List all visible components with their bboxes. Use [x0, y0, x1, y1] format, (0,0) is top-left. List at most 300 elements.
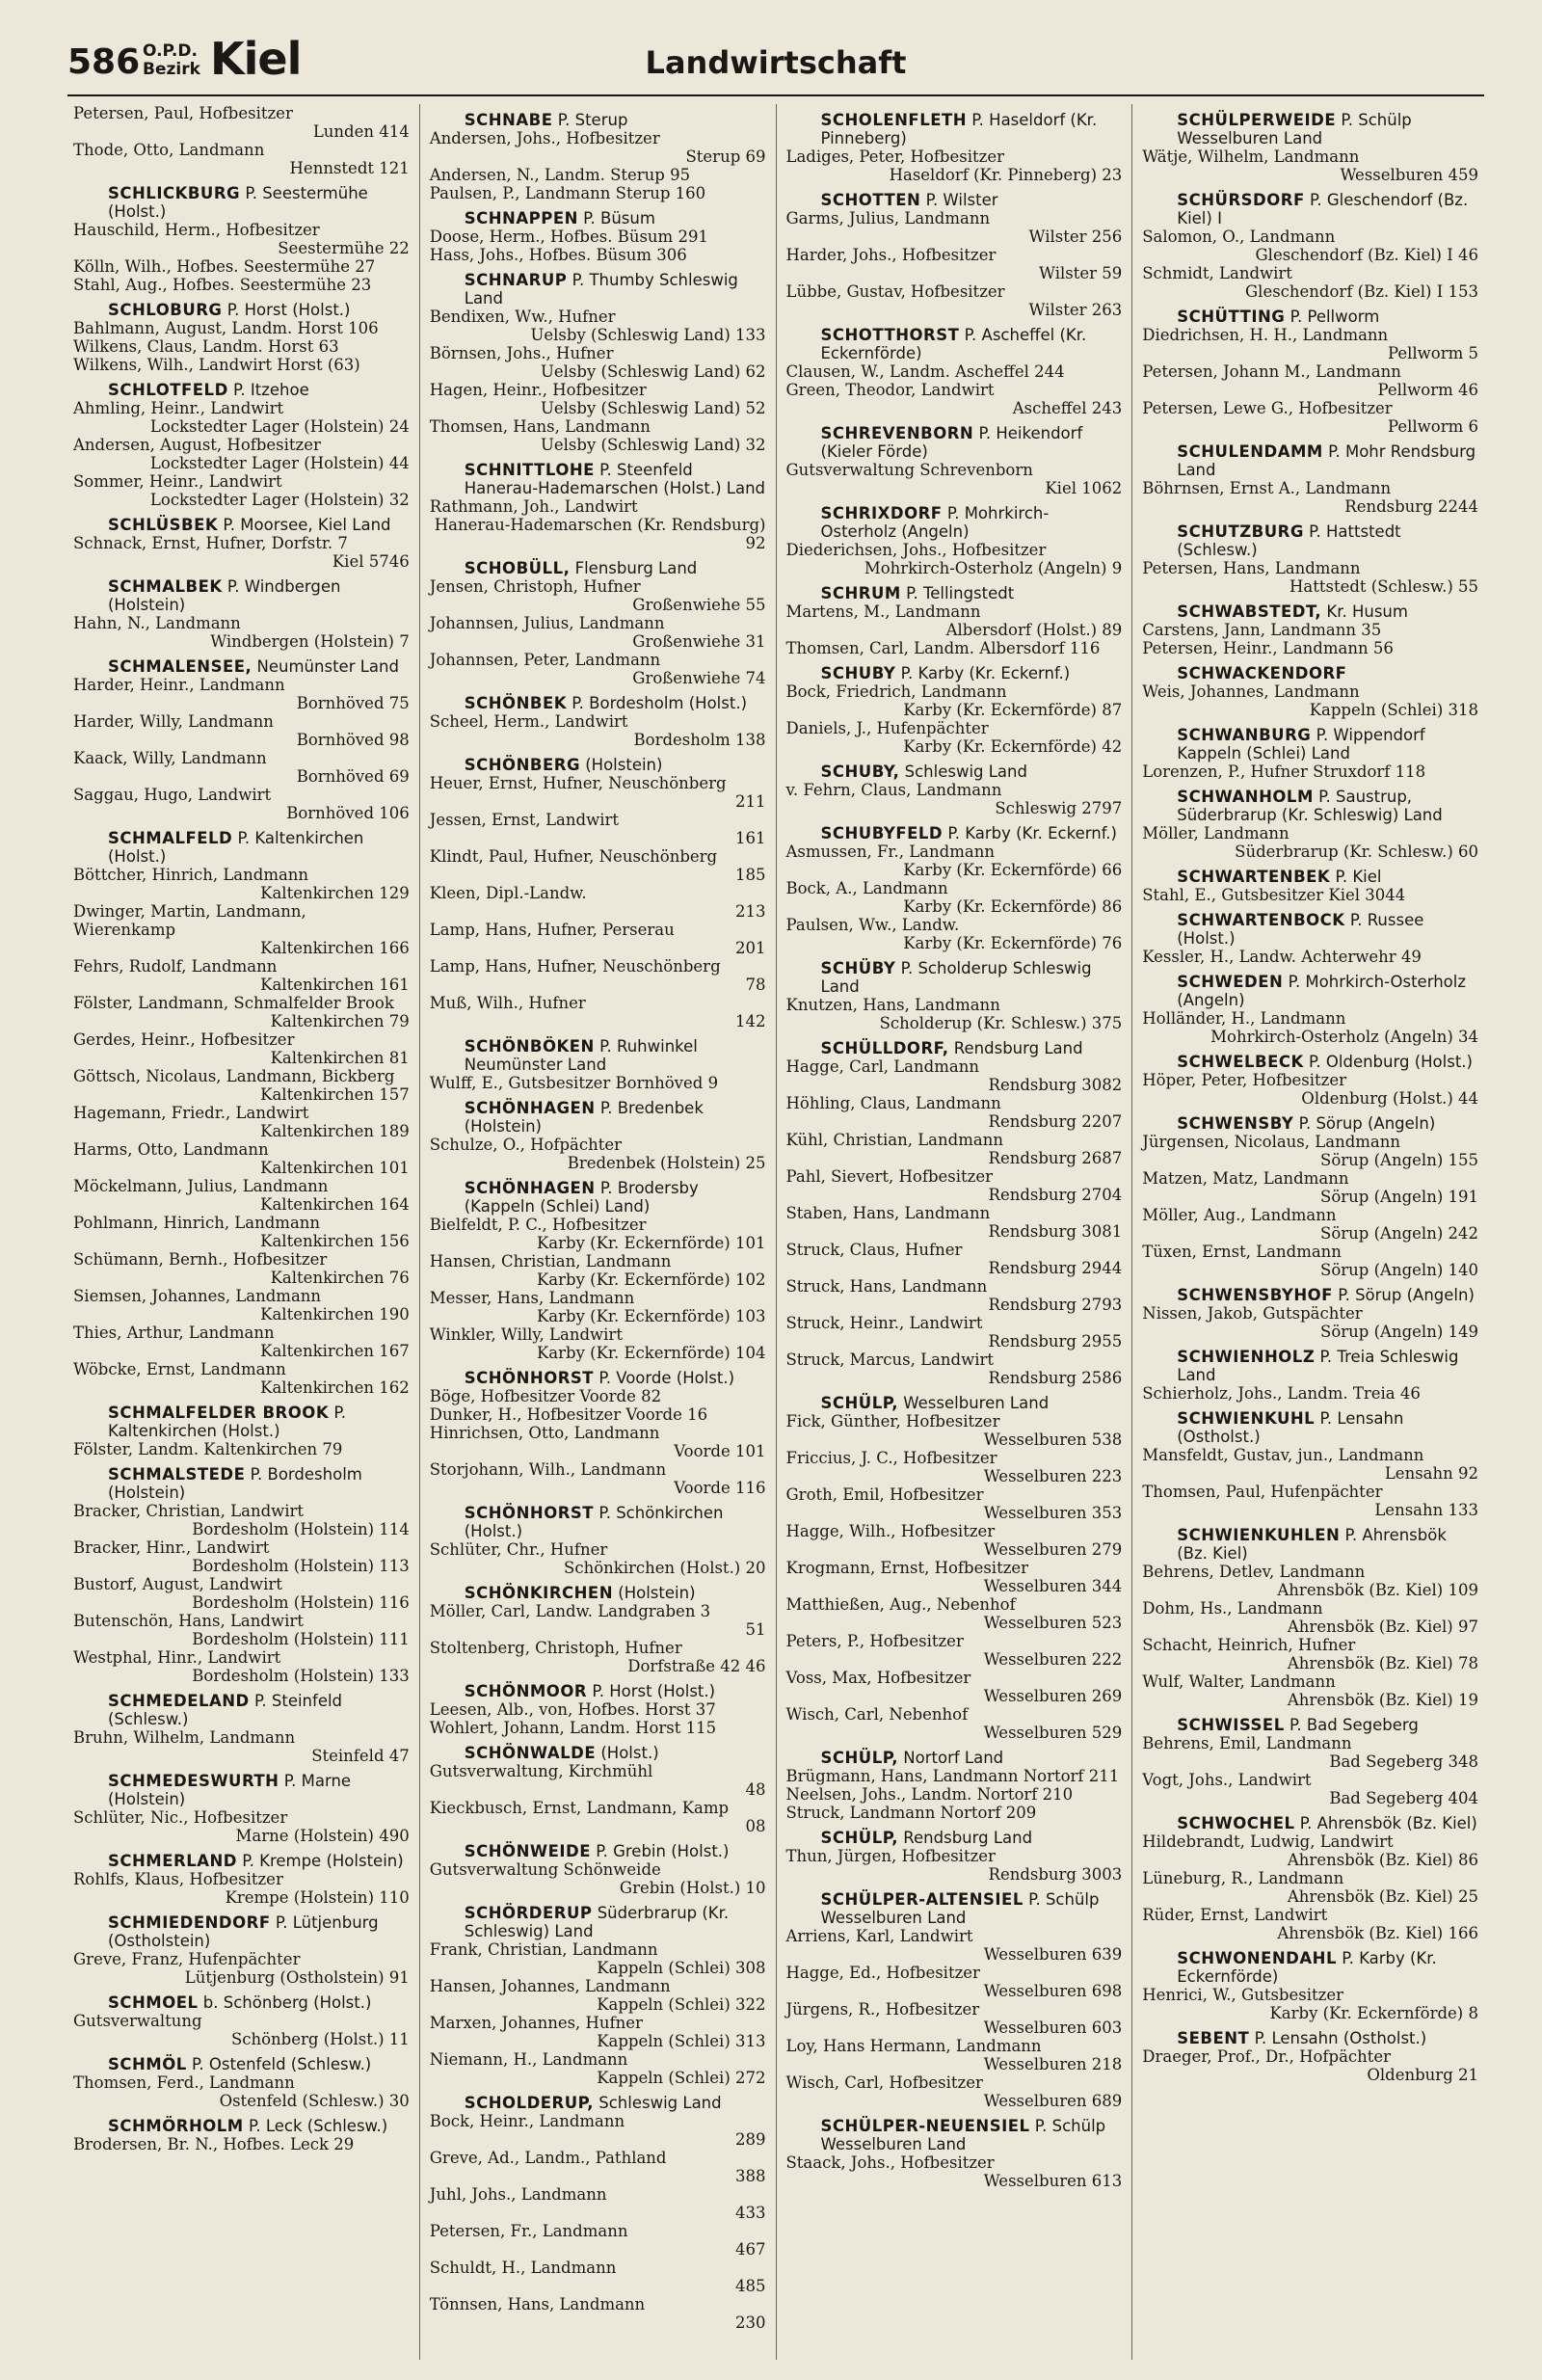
place-name: SCHRIXDORF	[820, 504, 943, 522]
place-heading	[1142, 1526, 1478, 1563]
place-postal: Neumünster Land	[256, 657, 399, 676]
place-postal: P. Horst (Holst.)	[592, 1682, 716, 1700]
entry-name: Pohlmann, Hinrich, Landmann	[73, 1214, 321, 1232]
place-heading	[430, 271, 766, 308]
place-name: SCHNABE	[464, 111, 553, 129]
place-heading	[786, 191, 1123, 209]
entry-location: 213	[735, 902, 766, 921]
entry-location: Kaltenkirchen 166	[260, 939, 410, 957]
directory-entry	[786, 602, 1123, 639]
place-name: SCHWELBECK	[1177, 1053, 1304, 1071]
directory-entry	[73, 472, 410, 509]
entry-location: Bordesholm (Holstein) 113	[192, 1557, 410, 1575]
directory-entry	[786, 1705, 1123, 1742]
entry-location: Wesselburen 223	[983, 1467, 1123, 1485]
entry-location: Wesselburen 353	[983, 1504, 1123, 1522]
directory-entry	[430, 2050, 766, 2087]
entry-name: Green, Theodor, Landwirt	[785, 381, 995, 399]
place-postal: Wesselburen Land	[903, 1394, 1050, 1412]
place-heading	[786, 959, 1123, 996]
place-postal: P. Lensahn (Ostholst.)	[1177, 1409, 1404, 1446]
directory-entry	[430, 1216, 766, 1252]
entry-location: Scholderup (Kr. Schlesw.) 375	[879, 1014, 1123, 1032]
entry-location: Wesselburen 269	[983, 1687, 1123, 1705]
entry-location: 230	[735, 2313, 766, 2332]
place-name: SCHÜLPER-NEUENSIEL	[820, 2117, 1030, 2135]
entry-name: Möller, Aug., Landmann	[1142, 1206, 1337, 1224]
place-name: SCHLOBURG	[108, 301, 223, 319]
entry-name: Kleen, Dipl.-Landw.	[429, 884, 587, 902]
place-heading	[1142, 1286, 1478, 1304]
place-name: SCHOLENFLETH	[820, 111, 968, 129]
entry-name: Scheel, Herm., Landwirt	[429, 712, 628, 731]
directory-entry	[786, 1767, 1123, 1785]
directory-entry	[1142, 1009, 1478, 1046]
entry-location: 467	[735, 2240, 766, 2259]
place-postal: P. Karby (Kr. Eckernförde)	[1177, 1949, 1437, 1986]
directory-entry	[786, 1559, 1123, 1595]
entry-location: Karby (Kr. Eckernförde) 42	[903, 737, 1123, 756]
place-heading	[1142, 911, 1478, 948]
entry-name: Frank, Christian, Landmann	[429, 1940, 658, 1959]
entry-location: Kaltenkirchen 101	[260, 1159, 410, 1177]
place-postal: P. Schülp Wesselburen Land	[1177, 111, 1412, 147]
place-postal: P. Thumby Schleswig Land	[464, 271, 738, 308]
entry-location: Bordesholm (Holstein) 116	[192, 1593, 410, 1612]
place-heading	[73, 1692, 410, 1728]
directory-entry	[430, 1719, 766, 1737]
place-name: SCHWOCHEL	[1177, 1814, 1295, 1832]
place-heading	[73, 1772, 410, 1808]
entry-name: Kessler, H., Landw. Achterwehr 49	[1142, 948, 1422, 966]
entry-name: Doose, Herm., Hofbes. Büsum 291	[429, 227, 708, 246]
directory-entry	[786, 1632, 1123, 1669]
entry-location: Wesselburen 603	[983, 2019, 1123, 2037]
place-name: SCHÜLP,	[820, 1749, 899, 1767]
directory-entry	[786, 1595, 1123, 1632]
entry-name: Hahn, N., Landmann	[73, 614, 241, 632]
directory-entry	[1142, 1906, 1478, 1942]
directory-entry	[73, 1067, 410, 1104]
entry-location: Kappeln (Schlei) 313	[597, 2032, 766, 2050]
directory-entry	[786, 1522, 1123, 1559]
directory-entry	[786, 1057, 1123, 1094]
place-postal: P. Schönkirchen (Holst.)	[464, 1504, 724, 1540]
directory-entry	[73, 712, 410, 749]
entry-name: Gutsverwaltung Schönweide	[429, 1860, 661, 1879]
entry-name: Behrens, Emil, Landmann	[1142, 1734, 1352, 1752]
directory-entry	[430, 1860, 766, 1897]
directory-entry	[786, 282, 1123, 319]
entry-name: Wätje, Wilhelm, Landmann	[1142, 147, 1360, 166]
directory-entry	[430, 712, 766, 749]
place-heading	[430, 1584, 766, 1602]
directory-entry	[786, 1964, 1123, 2000]
entry-name: Hagge, Wilh., Hofbesitzer	[785, 1522, 996, 1540]
entry-name: Böhrnsen, Ernst A., Landmann	[1142, 479, 1392, 497]
entry-name: Staben, Hans, Landmann	[785, 1204, 991, 1222]
place-postal: P. Pellworm	[1289, 308, 1380, 326]
entry-location: Gleschendorf (Bz. Kiel) I 46	[1255, 246, 1478, 264]
entry-name: Fölster, Landm. Kaltenkirchen 79	[73, 1440, 343, 1458]
column-3	[777, 104, 1133, 2360]
directory-entry	[786, 1804, 1123, 1822]
entry-name: Paulsen, P., Landmann Sterup 160	[429, 184, 706, 202]
place-name: SCHÜLPERWEIDE	[1177, 111, 1337, 129]
entry-name: Jessen, Ernst, Landwirt	[429, 811, 619, 829]
entry-name: Hansen, Johannes, Landmann	[429, 1977, 671, 1995]
entry-name: Klindt, Paul, Hufner, Neuschönberg	[429, 847, 718, 866]
entry-name: Holländer, H., Landmann	[1142, 1009, 1346, 1028]
entry-name: Gutsverwaltung	[73, 2012, 202, 2030]
entry-name: Bustorf, August, Landwirt	[73, 1575, 282, 1593]
entry-location: Mohrkirch-Osterholz (Angeln) 34	[1210, 1028, 1478, 1046]
entry-name: Börnsen, Johs., Hufner	[429, 344, 614, 362]
section-title: Landwirtschaft	[645, 44, 907, 81]
place-name: SCHWARTENBOCK	[1177, 911, 1345, 929]
entry-location: Wilster 263	[1028, 301, 1123, 319]
place-name: SCHMIEDENDORF	[108, 1913, 271, 1932]
place-postal: Kr. Husum	[1326, 602, 1408, 621]
entry-name: Winkler, Willy, Landwirt	[429, 1325, 623, 1344]
directory-entry	[786, 781, 1123, 817]
place-heading	[786, 1039, 1123, 1057]
place-postal: P. Scholderup Schleswig Land	[820, 959, 1092, 996]
entry-location: Lockstedter Lager (Holstein) 32	[149, 491, 410, 509]
entry-name: Petersen, Lewe G., Hofbesitzer	[1142, 399, 1393, 417]
directory-entry	[1142, 1563, 1478, 1599]
directory-entry	[73, 1728, 410, 1765]
entry-location: Sörup (Angeln) 155	[1320, 1151, 1478, 1169]
directory-entry	[1142, 762, 1478, 781]
place-postal: P. Seestermühe (Holst.)	[108, 184, 368, 221]
place-postal: P. Kiel	[1335, 868, 1382, 886]
entry-location: Bordesholm (Holstein) 114	[192, 1520, 410, 1538]
entry-name: Jürgensen, Nicolaus, Landmann	[1142, 1133, 1400, 1151]
place-heading	[430, 694, 766, 712]
place-name: SCHÖNBEK	[464, 694, 568, 712]
entry-name: Möller, Landmann	[1142, 824, 1289, 842]
place-name: SCHWANHOLM	[1177, 788, 1314, 806]
entry-name: Thun, Jürgen, Hofbesitzer	[785, 1847, 996, 1865]
entry-location: Uelsby (Schleswig Land) 52	[540, 399, 766, 417]
entry-name: Weis, Johannes, Landmann	[1142, 682, 1360, 701]
entry-name: Böge, Hofbesitzer Voorde 82	[429, 1387, 662, 1405]
place-name: SCHWIENKUHLEN	[1177, 1526, 1341, 1544]
directory-entry	[73, 994, 410, 1030]
directory-entry	[1142, 227, 1478, 264]
place-heading	[1142, 602, 1478, 621]
entry-location: 211	[735, 792, 766, 811]
directory-entry	[430, 577, 766, 614]
entry-name: Jürgens, R., Hofbesitzer	[785, 2000, 980, 2019]
entry-name: Schlüter, Nic., Hofbesitzer	[73, 1808, 288, 1827]
entry-name: Harder, Heinr., Landmann	[73, 676, 285, 694]
entry-location: Rendsburg 3082	[988, 1076, 1123, 1094]
directory-entry	[73, 1287, 410, 1324]
place-postal: P. Bredenbek (Holstein)	[464, 1099, 704, 1136]
directory-entry	[786, 1131, 1123, 1167]
place-postal: P. Haseldorf (Kr. Pinneberg)	[820, 111, 1098, 147]
directory-entry	[786, 2000, 1123, 2037]
directory-entry	[73, 676, 410, 712]
place-heading	[1142, 1409, 1478, 1446]
opd-abbrev: O.P.D.	[143, 41, 198, 61]
place-postal: P. Ahrensbök (Bz. Kiel)	[1177, 1526, 1447, 1563]
place-heading	[430, 1904, 766, 1940]
place-heading	[1142, 1114, 1478, 1133]
entry-name: Stahl, E., Gutsbesitzer Kiel 3044	[1142, 886, 1406, 904]
place-postal: P. Bordesholm (Holst.)	[572, 694, 748, 712]
entry-name: Loy, Hans Hermann, Landmann	[785, 2037, 1042, 2055]
directory-entry	[430, 129, 766, 166]
entry-location: Bornhöved 75	[296, 694, 410, 712]
place-name: SCHMEDESWURTH	[108, 1772, 279, 1790]
entry-name: Daniels, J., Hufenpächter	[785, 719, 989, 737]
directory-entry	[73, 1140, 410, 1177]
place-postal: b. Schönberg (Holst.)	[202, 1993, 372, 2012]
entry-name: Salomon, O., Landmann	[1142, 227, 1336, 246]
entry-location: Großenwiehe 74	[632, 669, 766, 687]
entry-name: Stoltenberg, Christoph, Hufner	[429, 1639, 682, 1657]
directory-entry	[786, 682, 1123, 719]
directory-entry	[430, 2259, 766, 2295]
entry-name: Wilkens, Wilh., Landwirt Horst (63)	[73, 356, 360, 374]
entry-name: Knutzen, Hans, Landmann	[785, 996, 1000, 1014]
entry-name: Lübbe, Gustav, Hofbesitzer	[785, 282, 1005, 301]
entry-name: Bock, Heinr., Landmann	[429, 2112, 625, 2130]
entry-name: Kieckbusch, Ernst, Landmann, Kamp	[429, 1799, 730, 1817]
entry-location: Lockstedter Lager (Holstein) 44	[149, 454, 410, 472]
place-postal: P. Wippendorf Kappeln (Schlei) Land	[1177, 726, 1425, 762]
entry-location: Karby (Kr. Eckernförde) 76	[903, 934, 1123, 952]
place-name: SCHMALENSEE,	[108, 657, 253, 676]
directory-entry	[73, 1648, 410, 1685]
place-heading	[430, 1369, 766, 1387]
place-heading	[1142, 308, 1478, 326]
directory-entry	[430, 2295, 766, 2332]
place-name: SCHNITTLOHE	[464, 461, 595, 479]
entry-location: Wesselburen 222	[983, 1650, 1123, 1669]
directory-entry	[1142, 1599, 1478, 1636]
entry-location: Rendsburg 3003	[988, 1865, 1123, 1884]
place-name: SCHMÖL	[108, 2055, 187, 2073]
directory-entry	[1142, 682, 1478, 719]
place-postal: P. Leck (Schlesw.)	[248, 2117, 388, 2135]
entry-location: Gleschendorf (Bz. Kiel) I 153	[1244, 282, 1478, 301]
place-name: SCHOBÜLL,	[464, 559, 571, 577]
place-postal: P. Karby (Kr. Eckernf.)	[947, 824, 1117, 842]
entry-name: Wisch, Carl, Nebenhof	[785, 1705, 969, 1724]
directory-entry	[430, 1799, 766, 1835]
bezirk-label: Bezirk	[143, 60, 200, 79]
directory-entry	[430, 2149, 766, 2185]
directory-entry	[1142, 1734, 1478, 1771]
entry-name: Thomsen, Ferd., Landmann	[73, 2073, 295, 2092]
place-postal: P. Schülp Wesselburen Land	[820, 1890, 1100, 1927]
entry-location: Albersdorf (Holst.) 89	[945, 621, 1123, 639]
directory-entry	[786, 362, 1123, 381]
directory-entry	[73, 1808, 410, 1845]
entry-location: Uelsby (Schleswig Land) 133	[530, 326, 766, 344]
entry-name: Kaack, Willy, Landmann	[73, 749, 267, 767]
entry-name: Möckelmann, Julius, Landmann	[73, 1177, 329, 1195]
entry-location: Wesselburen 344	[983, 1577, 1123, 1595]
entry-location: Pellworm 6	[1387, 417, 1478, 436]
directory-entry	[430, 1940, 766, 1977]
place-postal: P. Sörup (Angeln)	[1298, 1114, 1436, 1133]
entry-name: Gutsverwaltung Schrevenborn	[785, 461, 1033, 479]
directory-entry	[430, 921, 766, 957]
entry-name: Struck, Marcus, Landwirt	[785, 1350, 995, 1369]
place-name: SCHMALBEK	[108, 577, 223, 596]
place-postal: P. Lensahn (Ostholst.)	[1254, 2029, 1427, 2047]
column-1	[64, 104, 420, 2360]
entry-name: Jensen, Christoph, Hufner	[429, 577, 641, 596]
place-heading	[786, 664, 1123, 682]
entry-location: Krempe (Holstein) 110	[225, 1888, 410, 1907]
directory-entry	[1142, 621, 1478, 639]
entry-name: Paulsen, Ww., Landw.	[785, 916, 960, 934]
entry-location: Rendsburg 2793	[988, 1296, 1123, 1314]
entry-name: Garms, Julius, Landmann	[785, 209, 991, 227]
entry-name: Peters, P., Hofbesitzer	[785, 1632, 964, 1650]
directory-entry	[430, 994, 766, 1030]
place-postal: Schleswig Land	[904, 762, 1027, 781]
place-heading	[786, 1829, 1123, 1847]
entry-name: Saggau, Hugo, Landwirt	[73, 786, 272, 804]
entry-name: Struck, Hans, Landmann	[785, 1277, 988, 1296]
entry-name: Struck, Claus, Hufner	[785, 1241, 963, 1259]
place-postal: P. Büsum	[583, 209, 655, 227]
directory-entry	[786, 1847, 1123, 1884]
entry-name: Harms, Otto, Landmann	[73, 1140, 269, 1159]
place-postal: P. Ostenfeld (Schlesw.)	[192, 2055, 372, 2073]
directory-entry	[73, 1104, 410, 1140]
place-heading	[73, 1404, 410, 1440]
place-postal: P. Treia Schleswig Land	[1177, 1348, 1459, 1384]
directory-entry	[430, 1405, 766, 1424]
directory-entry	[73, 2073, 410, 2110]
place-postal: P. Windbergen (Holstein)	[108, 577, 341, 614]
place-postal: P. Krempe (Holstein)	[242, 1852, 404, 1870]
directory-entry	[430, 497, 766, 552]
entry-name: Krogmann, Ernst, Hofbesitzer	[785, 1559, 1029, 1577]
directory-entry	[786, 1412, 1123, 1449]
entry-name: Butenschön, Hans, Landwirt	[73, 1612, 304, 1630]
entry-name: Martens, M., Landmann	[785, 602, 981, 621]
entry-name: Bracker, Christian, Landwirt	[73, 1502, 305, 1520]
entry-name: Marxen, Johannes, Hufner	[429, 2014, 643, 2032]
directory-entry	[73, 1440, 410, 1458]
place-postal: P. Mohr Rendsburg Land	[1177, 442, 1476, 479]
directory-entry	[430, 651, 766, 687]
entry-location: Karby (Kr. Eckernförde) 8	[1269, 2004, 1478, 2022]
entry-name: Bock, A., Landmann	[785, 879, 948, 897]
entry-name: Petersen, Fr., Landmann	[429, 2222, 628, 2240]
entry-location: Hattstedt (Schlesw.) 55	[1289, 577, 1478, 596]
entry-name: Lamp, Hans, Hufner, Neuschönberg	[429, 957, 721, 976]
place-name: SCHWISSEL	[1177, 1716, 1285, 1734]
entry-location: Uelsby (Schleswig Land) 62	[540, 362, 766, 381]
entry-name: Petersen, Paul, Hofbesitzer	[73, 104, 293, 122]
directory-entry	[73, 957, 410, 994]
directory-entry	[430, 417, 766, 454]
place-postal: P. Russee (Holst.)	[1177, 911, 1424, 948]
entry-location: 433	[735, 2204, 766, 2222]
entry-name: Böttcher, Hinrich, Landmann	[73, 866, 309, 884]
entry-name: Johannsen, Peter, Landmann	[429, 651, 661, 669]
directory-entry	[1142, 1832, 1478, 1869]
directory-entry	[786, 1204, 1123, 1241]
directory-entry	[1142, 1071, 1478, 1108]
entry-location: Kappeln (Schlei) 272	[597, 2069, 766, 2087]
place-heading	[430, 111, 766, 129]
entry-name: Andersen, Johs., Hofbesitzer	[429, 129, 660, 147]
place-name: SCHÖNMOOR	[464, 1682, 588, 1700]
entry-location: Süderbrarup (Kr. Schlesw.) 60	[1235, 842, 1478, 861]
place-name: SCHMALSTEDE	[108, 1465, 246, 1484]
entry-name: Fehrs, Rudolf, Landmann	[73, 957, 278, 976]
directory-entry	[430, 1762, 766, 1799]
entry-name: Sommer, Heinr., Landwirt	[73, 472, 282, 491]
place-postal: P. Ruhwinkel Neumünster Land	[464, 1037, 698, 1074]
entry-name: Hass, Johs., Hofbes. Büsum 306	[429, 246, 687, 264]
entry-name: Stahl, Aug., Hofbes. Seestermühe 23	[73, 276, 372, 294]
entry-location: Rendsburg 2244	[1344, 497, 1478, 516]
entry-name: Ahmling, Heinr., Landwirt	[73, 399, 284, 417]
directory-entry	[73, 1030, 410, 1067]
place-postal: P. Hattstedt (Schlesw.)	[1177, 522, 1401, 559]
directory-entry	[786, 2037, 1123, 2073]
entry-location: Kaltenkirchen 161	[260, 976, 410, 994]
place-heading	[430, 756, 766, 774]
entry-location: Wesselburen 698	[983, 1982, 1123, 2000]
entry-location: Bordesholm 138	[633, 731, 766, 749]
entry-name: Schlüter, Chr., Hufner	[429, 1540, 608, 1559]
place-name: SEBENT	[1177, 2029, 1250, 2047]
entry-name: Thomsen, Paul, Hufenpächter	[1142, 1483, 1383, 1501]
directory-entry	[73, 276, 410, 294]
place-name: SCHWENSBY	[1177, 1114, 1294, 1133]
entry-name: Asmussen, Fr., Landmann	[785, 842, 995, 861]
entry-name: Muß, Wilh., Hufner	[429, 994, 586, 1012]
entry-name: Hagge, Carl, Landmann	[785, 1057, 979, 1076]
place-heading	[786, 504, 1123, 541]
place-postal: Nortorf Land	[903, 1749, 1004, 1767]
entry-location: Hennstedt 121	[289, 159, 410, 177]
place-name: SCHMÖRHOLM	[108, 2117, 244, 2135]
directory-entry	[73, 1214, 410, 1250]
directory-entry	[786, 1094, 1123, 1131]
entry-location: Rendsburg 2586	[988, 1369, 1123, 1387]
directory-entry	[430, 1460, 766, 1497]
place-heading	[1142, 111, 1478, 147]
entry-name: Wöbcke, Ernst, Landmann	[73, 1360, 286, 1378]
place-postal: P. Steinfeld (Schlesw.)	[108, 1692, 343, 1728]
directory-entry	[430, 1074, 766, 1092]
entry-name: Bahlmann, August, Landm. Horst 106	[73, 319, 379, 337]
entry-name: Greve, Ad., Landm., Pathland	[429, 2149, 667, 2167]
place-name: SCHWONENDAHL	[1177, 1949, 1337, 1967]
entry-name: Tönnsen, Hans, Landmann	[429, 2295, 646, 2313]
entry-name: Schmidt, Landwirt	[1142, 264, 1292, 282]
place-name: SCHÖNHAGEN	[464, 1099, 596, 1117]
place-postal: P. Bordesholm (Holstein)	[108, 1465, 362, 1502]
entry-location: Bornhöved 106	[286, 804, 410, 822]
directory-entry	[786, 2073, 1123, 2110]
directory-entry	[786, 996, 1123, 1032]
